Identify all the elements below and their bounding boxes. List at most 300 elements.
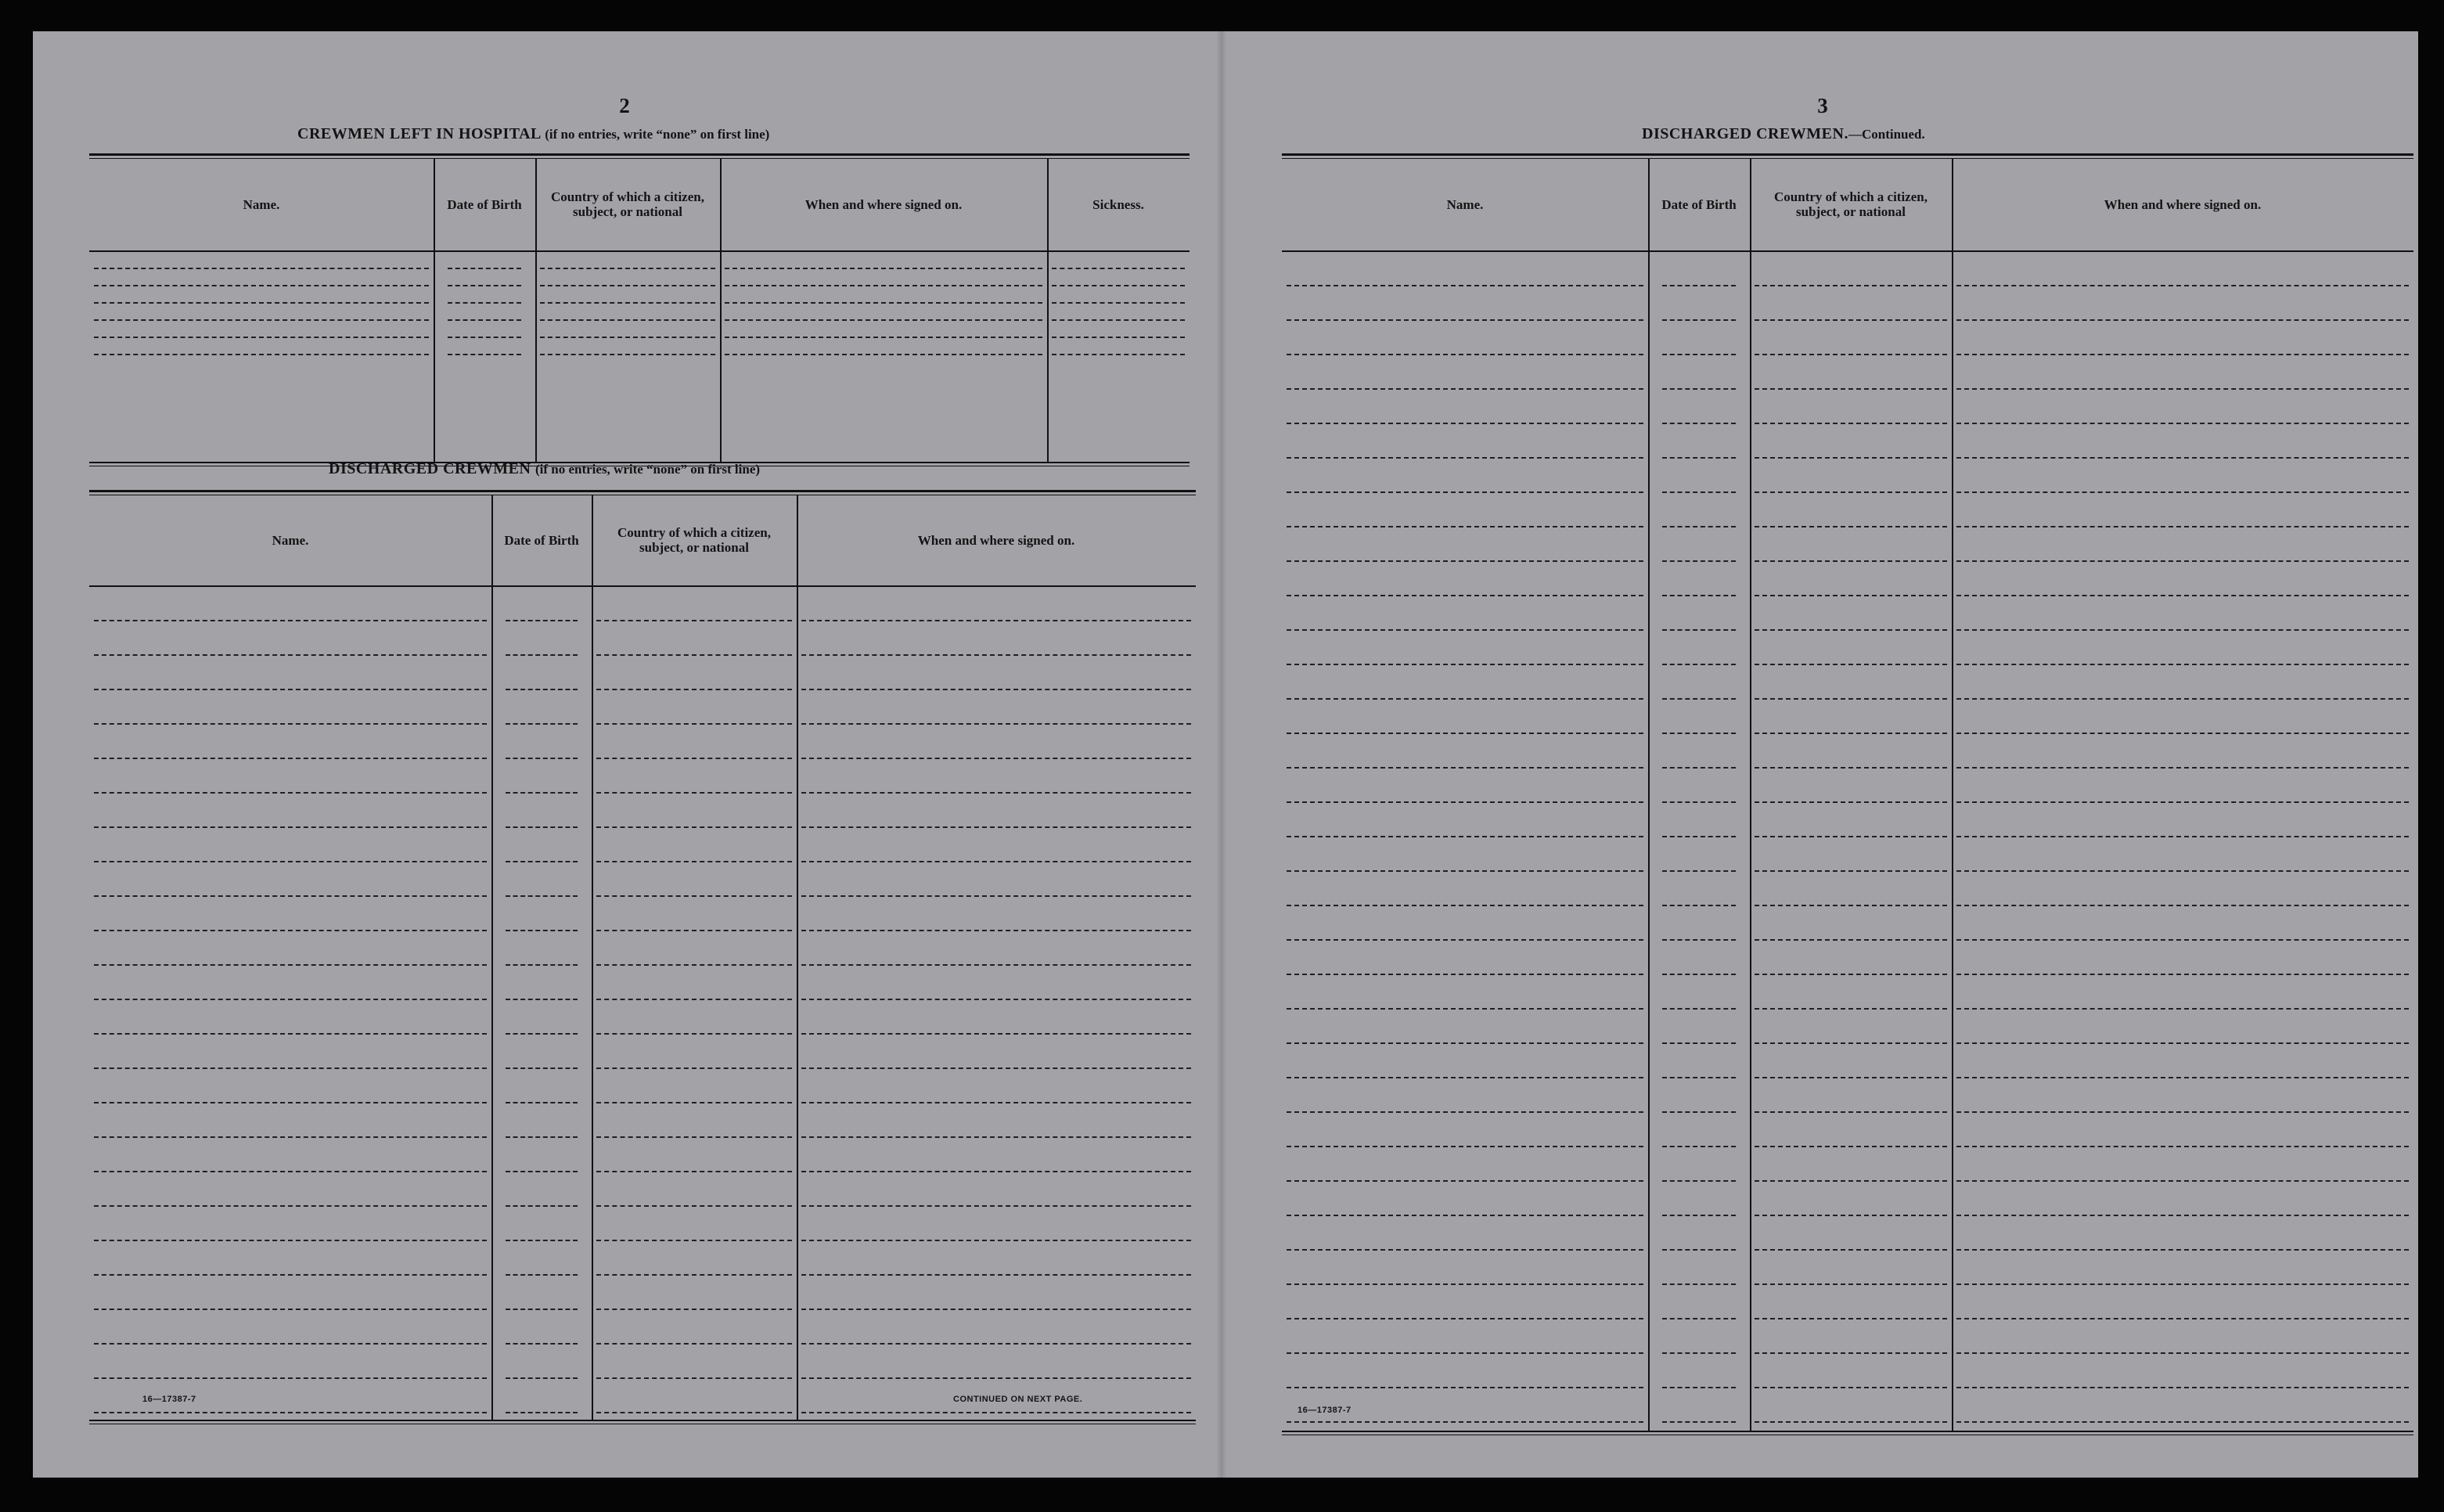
entry-line bbox=[1755, 285, 1947, 286]
entry-line bbox=[1662, 423, 1736, 424]
entry-line bbox=[448, 302, 521, 304]
page-number: 3 bbox=[1817, 94, 1828, 117]
hospital-table-heading bbox=[297, 125, 769, 143]
entry-line bbox=[1956, 354, 2409, 355]
table-bottom-rule bbox=[89, 1420, 1196, 1421]
entry-line bbox=[596, 930, 792, 931]
entry-line bbox=[801, 1205, 1191, 1207]
entry-line bbox=[596, 1033, 792, 1035]
discharged-table-heading bbox=[329, 460, 760, 478]
entry-line bbox=[1287, 974, 1643, 975]
entry-line bbox=[506, 758, 578, 759]
entry-line bbox=[540, 268, 715, 269]
entry-line bbox=[1662, 767, 1736, 769]
entry-line bbox=[94, 1205, 487, 1207]
entry-line bbox=[1662, 1042, 1736, 1044]
entry-line bbox=[1662, 285, 1736, 286]
entry-line bbox=[1662, 801, 1736, 803]
entry-line bbox=[540, 319, 715, 321]
entry-line bbox=[1287, 1352, 1643, 1354]
column-header: Country of which a citizen, subject, or national bbox=[1774, 189, 1927, 219]
entry-line bbox=[94, 1033, 487, 1035]
entry-line bbox=[94, 1102, 487, 1103]
entry-line bbox=[1956, 1008, 2409, 1010]
entry-line bbox=[506, 723, 578, 725]
entry-line bbox=[94, 723, 487, 725]
entry-line bbox=[1662, 698, 1736, 700]
entry-line bbox=[801, 1171, 1191, 1172]
discharged-table bbox=[89, 490, 1196, 1429]
entry-line bbox=[94, 826, 487, 828]
entry-line bbox=[1755, 560, 1947, 562]
entry-line bbox=[1956, 767, 2409, 769]
entry-line bbox=[801, 1102, 1191, 1103]
entry-line bbox=[1287, 560, 1643, 562]
entry-line bbox=[1956, 388, 2409, 390]
entry-line bbox=[596, 1171, 792, 1172]
entry-line bbox=[1287, 319, 1643, 321]
entry-line bbox=[94, 620, 487, 621]
entry-line bbox=[725, 354, 1042, 355]
entry-line bbox=[1755, 388, 1947, 390]
entry-line bbox=[596, 1274, 792, 1276]
entry-line bbox=[596, 999, 792, 1000]
entry-line bbox=[94, 268, 429, 269]
entry-line bbox=[1052, 337, 1185, 338]
entry-line bbox=[1287, 1077, 1643, 1078]
column-divider bbox=[535, 158, 537, 462]
entry-line bbox=[1755, 836, 1947, 837]
entry-line bbox=[1755, 319, 1947, 321]
entry-line bbox=[506, 999, 578, 1000]
entry-line bbox=[506, 1102, 578, 1103]
entry-line bbox=[1052, 285, 1185, 286]
entry-line bbox=[725, 337, 1042, 338]
entry-line bbox=[1755, 1111, 1947, 1113]
entry-line bbox=[1755, 733, 1947, 734]
entry-line bbox=[1956, 1180, 2409, 1182]
entry-line bbox=[506, 1205, 578, 1207]
entry-line bbox=[1052, 319, 1185, 321]
entry-line bbox=[1755, 801, 1947, 803]
entry-line bbox=[596, 964, 792, 966]
entry-line bbox=[1755, 491, 1947, 493]
entry-line bbox=[1662, 1180, 1736, 1182]
entry-line bbox=[506, 930, 578, 931]
entry-line bbox=[1662, 836, 1736, 837]
entry-line bbox=[1662, 1421, 1736, 1423]
entry-line bbox=[94, 1067, 487, 1069]
column-header: When and where signed on. bbox=[804, 196, 963, 212]
entry-line bbox=[801, 620, 1191, 621]
entry-line bbox=[1956, 836, 2409, 837]
entry-line bbox=[1755, 939, 1947, 941]
entry-line bbox=[1956, 664, 2409, 665]
entry-line bbox=[1956, 423, 2409, 424]
entry-line bbox=[1052, 354, 1185, 355]
entry-line bbox=[596, 1412, 792, 1413]
entry-line bbox=[1287, 423, 1643, 424]
entry-line bbox=[1287, 767, 1643, 769]
entry-line bbox=[540, 302, 715, 304]
column-header: Name. bbox=[1446, 196, 1484, 212]
entry-line bbox=[801, 654, 1191, 656]
column-divider bbox=[1047, 158, 1049, 462]
entry-line bbox=[1662, 1111, 1736, 1113]
entry-line bbox=[1662, 1387, 1736, 1388]
entry-line bbox=[94, 354, 429, 355]
entry-line bbox=[540, 337, 715, 338]
entry-line bbox=[1755, 595, 1947, 596]
entry-line bbox=[540, 354, 715, 355]
entry-line bbox=[1662, 1352, 1736, 1354]
entry-line bbox=[1755, 423, 1947, 424]
entry-line bbox=[1956, 457, 2409, 459]
entry-line bbox=[1755, 1008, 1947, 1010]
entry-line bbox=[801, 1309, 1191, 1310]
entry-line bbox=[1287, 1318, 1643, 1319]
entry-line bbox=[801, 999, 1191, 1000]
entry-line bbox=[1662, 1283, 1736, 1285]
entry-line bbox=[596, 1102, 792, 1103]
entry-line bbox=[801, 689, 1191, 690]
entry-line bbox=[1287, 388, 1643, 390]
entry-line bbox=[94, 285, 429, 286]
entry-line bbox=[596, 792, 792, 794]
header-rule bbox=[89, 585, 1196, 587]
entry-line bbox=[1956, 319, 2409, 321]
entry-line bbox=[1287, 491, 1643, 493]
entry-line bbox=[596, 1205, 792, 1207]
entry-line bbox=[801, 723, 1191, 725]
entry-line bbox=[596, 826, 792, 828]
entry-line bbox=[596, 1377, 792, 1379]
entry-line bbox=[1755, 1318, 1947, 1319]
table-top-rule bbox=[89, 153, 1190, 156]
entry-line bbox=[1956, 491, 2409, 493]
entry-line bbox=[506, 1412, 578, 1413]
entry-line bbox=[1287, 939, 1643, 941]
entry-line bbox=[1755, 1249, 1947, 1251]
entry-line bbox=[506, 1309, 578, 1310]
entry-line bbox=[506, 1377, 578, 1379]
entry-line bbox=[1956, 1111, 2409, 1113]
entry-line bbox=[506, 620, 578, 621]
entry-line bbox=[1956, 1318, 2409, 1319]
entry-line bbox=[1287, 1387, 1643, 1388]
entry-line bbox=[1287, 698, 1643, 700]
column-header: Country of which a citizen, subject, or national bbox=[617, 525, 771, 555]
entry-line bbox=[94, 792, 487, 794]
entry-line bbox=[1287, 1180, 1643, 1182]
entry-line bbox=[1052, 302, 1185, 304]
entry-line bbox=[94, 999, 487, 1000]
entry-line bbox=[1755, 905, 1947, 906]
entry-line bbox=[448, 337, 521, 338]
entry-line bbox=[801, 1412, 1191, 1413]
entry-line bbox=[1956, 629, 2409, 631]
entry-line bbox=[1287, 836, 1643, 837]
form-number: 16—17387-7 bbox=[1298, 1406, 1352, 1415]
entry-line bbox=[1755, 354, 1947, 355]
entry-line bbox=[1956, 1421, 2409, 1423]
entry-line bbox=[801, 1067, 1191, 1069]
entry-line bbox=[596, 758, 792, 759]
table-top-rule bbox=[1282, 153, 2413, 156]
entry-line bbox=[94, 930, 487, 931]
column-header: Sickness. bbox=[1092, 196, 1144, 212]
entry-line bbox=[1956, 698, 2409, 700]
header-rule bbox=[89, 250, 1190, 252]
entry-line bbox=[1956, 1215, 2409, 1216]
entry-line bbox=[1662, 664, 1736, 665]
entry-line bbox=[1662, 629, 1736, 631]
continued-note: CONTINUED ON NEXT PAGE. bbox=[953, 1395, 1083, 1404]
entry-line bbox=[1755, 1042, 1947, 1044]
entry-line bbox=[1755, 1215, 1947, 1216]
entry-line bbox=[506, 1067, 578, 1069]
table-top-rule-inner bbox=[89, 158, 1190, 159]
entry-line bbox=[801, 792, 1191, 794]
hospital-table bbox=[89, 153, 1190, 466]
entry-line bbox=[725, 319, 1042, 321]
table-top-rule bbox=[89, 490, 1196, 492]
column-header: Name. bbox=[272, 532, 309, 548]
entry-line bbox=[801, 1377, 1191, 1379]
entry-line bbox=[1287, 1283, 1643, 1285]
column-header: Date of Birth bbox=[1661, 196, 1737, 212]
entry-line bbox=[1662, 1077, 1736, 1078]
entry-line bbox=[1956, 1387, 2409, 1388]
entry-line bbox=[1287, 905, 1643, 906]
column-divider bbox=[434, 158, 435, 462]
entry-line bbox=[506, 654, 578, 656]
entry-line bbox=[1287, 733, 1643, 734]
entry-line bbox=[1956, 1249, 2409, 1251]
entry-line bbox=[94, 895, 487, 897]
entry-line bbox=[1956, 285, 2409, 286]
entry-line bbox=[596, 654, 792, 656]
entry-line bbox=[1287, 1042, 1643, 1044]
entry-line bbox=[1287, 595, 1643, 596]
entry-line bbox=[506, 964, 578, 966]
entry-line bbox=[1662, 1318, 1736, 1319]
entry-line bbox=[94, 1136, 487, 1138]
entry-line bbox=[1287, 1215, 1643, 1216]
column-header: Date of Birth bbox=[447, 196, 522, 212]
entry-line bbox=[1755, 974, 1947, 975]
header-rule bbox=[1282, 250, 2413, 252]
entry-line bbox=[94, 861, 487, 862]
entry-line bbox=[1662, 457, 1736, 459]
entry-line bbox=[1662, 319, 1736, 321]
entry-line bbox=[1662, 526, 1736, 527]
entry-line bbox=[1956, 1283, 2409, 1285]
entry-line bbox=[506, 1343, 578, 1345]
entry-line bbox=[506, 792, 578, 794]
entry-line bbox=[801, 930, 1191, 931]
entry-line bbox=[1662, 491, 1736, 493]
entry-line bbox=[596, 1240, 792, 1241]
entry-line bbox=[1755, 526, 1947, 527]
entry-line bbox=[1052, 268, 1185, 269]
entry-line bbox=[1755, 1180, 1947, 1182]
entry-line bbox=[1956, 1077, 2409, 1078]
entry-line bbox=[596, 861, 792, 862]
table-bottom-rule bbox=[1282, 1431, 2413, 1432]
entry-line bbox=[1287, 1111, 1643, 1113]
entry-line bbox=[596, 1067, 792, 1069]
entry-line bbox=[94, 1309, 487, 1310]
entry-line bbox=[1662, 974, 1736, 975]
entry-line bbox=[94, 1240, 487, 1241]
entry-line bbox=[94, 964, 487, 966]
entry-line bbox=[94, 1274, 487, 1276]
entry-line bbox=[94, 758, 487, 759]
entry-line bbox=[1755, 767, 1947, 769]
entry-line bbox=[1755, 870, 1947, 872]
discharged-table-title: DISCHARGED CREWMEN bbox=[329, 460, 531, 477]
hospital-table-title: CREWMEN LEFT IN HOSPITAL bbox=[297, 125, 541, 142]
entry-line bbox=[1755, 457, 1947, 459]
entry-line bbox=[596, 689, 792, 690]
entry-line bbox=[1287, 526, 1643, 527]
entry-line bbox=[801, 1240, 1191, 1241]
entry-line bbox=[1956, 526, 2409, 527]
column-divider bbox=[1952, 158, 1953, 1431]
entry-line bbox=[801, 895, 1191, 897]
entry-line bbox=[725, 302, 1042, 304]
entry-line bbox=[1755, 1421, 1947, 1423]
entry-line bbox=[1755, 1283, 1947, 1285]
entry-line bbox=[1662, 1008, 1736, 1010]
entry-line bbox=[1662, 1215, 1736, 1216]
entry-line bbox=[1662, 1249, 1736, 1251]
entry-line bbox=[94, 689, 487, 690]
entry-line bbox=[1956, 1042, 2409, 1044]
column-header: Country of which a citizen, subject, or national bbox=[551, 189, 704, 219]
entry-line bbox=[448, 268, 521, 269]
page-fold bbox=[1216, 31, 1227, 1478]
entry-line bbox=[801, 1033, 1191, 1035]
column-header: Date of Birth bbox=[504, 532, 579, 548]
entry-line bbox=[506, 895, 578, 897]
entry-line bbox=[596, 723, 792, 725]
column-divider bbox=[720, 158, 722, 462]
discharged-continued-heading bbox=[1642, 125, 1925, 143]
entry-line bbox=[1956, 733, 2409, 734]
entry-line bbox=[1956, 595, 2409, 596]
entry-line bbox=[94, 1377, 487, 1379]
entry-line bbox=[1662, 560, 1736, 562]
page-number: 2 bbox=[619, 94, 630, 117]
entry-line bbox=[1662, 870, 1736, 872]
entry-line bbox=[801, 758, 1191, 759]
entry-line bbox=[1662, 1146, 1736, 1147]
entry-line bbox=[1755, 1146, 1947, 1147]
entry-line bbox=[506, 1171, 578, 1172]
entry-line bbox=[94, 319, 429, 321]
entry-line bbox=[596, 620, 792, 621]
entry-line bbox=[1287, 664, 1643, 665]
column-divider bbox=[491, 495, 493, 1420]
entry-line bbox=[1287, 285, 1643, 286]
entry-line bbox=[596, 1136, 792, 1138]
entry-line bbox=[1287, 1421, 1643, 1423]
column-header: When and where signed on. bbox=[2104, 196, 2262, 212]
entry-line bbox=[1956, 560, 2409, 562]
entry-line bbox=[540, 285, 715, 286]
entry-line bbox=[1755, 664, 1947, 665]
entry-line bbox=[94, 1343, 487, 1345]
entry-line bbox=[1956, 939, 2409, 941]
form-number: 16—17387-7 bbox=[142, 1395, 196, 1404]
entry-line bbox=[448, 354, 521, 355]
entry-line bbox=[1755, 629, 1947, 631]
entry-line bbox=[94, 302, 429, 304]
entry-line bbox=[1287, 870, 1643, 872]
entry-line bbox=[1287, 801, 1643, 803]
entry-line bbox=[1662, 733, 1736, 734]
entry-line bbox=[725, 285, 1042, 286]
entry-line bbox=[801, 1343, 1191, 1345]
discharged-continued-title: DISCHARGED CREWMEN. bbox=[1642, 125, 1848, 142]
entry-line bbox=[1662, 939, 1736, 941]
entry-line bbox=[506, 1240, 578, 1241]
discharged-continued-table bbox=[1282, 153, 2413, 1445]
entry-line bbox=[506, 1274, 578, 1276]
entry-line bbox=[801, 826, 1191, 828]
entry-line bbox=[1287, 1008, 1643, 1010]
column-divider bbox=[797, 495, 798, 1420]
table-top-rule-inner bbox=[1282, 158, 2413, 159]
entry-line bbox=[94, 654, 487, 656]
entry-line bbox=[1662, 388, 1736, 390]
entry-line bbox=[1755, 1352, 1947, 1354]
entry-line bbox=[1287, 629, 1643, 631]
entry-line bbox=[1287, 1146, 1643, 1147]
entry-line bbox=[94, 337, 429, 338]
entry-line bbox=[801, 861, 1191, 862]
entry-line bbox=[1755, 1387, 1947, 1388]
entry-line bbox=[1662, 595, 1736, 596]
entry-line bbox=[1287, 1249, 1643, 1251]
discharged-continued-note: —Continued. bbox=[1848, 127, 1925, 142]
entry-line bbox=[1956, 905, 2409, 906]
entry-line bbox=[801, 1136, 1191, 1138]
entry-line bbox=[725, 268, 1042, 269]
entry-line bbox=[506, 861, 578, 862]
entry-line bbox=[596, 1309, 792, 1310]
column-divider bbox=[1648, 158, 1650, 1431]
entry-line bbox=[1956, 1352, 2409, 1354]
entry-line bbox=[1662, 354, 1736, 355]
entry-line bbox=[506, 1136, 578, 1138]
entry-line bbox=[1956, 1146, 2409, 1147]
entry-line bbox=[94, 1171, 487, 1172]
entry-line bbox=[1755, 1077, 1947, 1078]
entry-line bbox=[94, 1412, 487, 1413]
entry-line bbox=[506, 1033, 578, 1035]
column-header: When and where signed on. bbox=[917, 532, 1075, 548]
entry-line bbox=[448, 319, 521, 321]
entry-line bbox=[1662, 905, 1736, 906]
discharged-table-note: (if no entries, write “none” on first line) bbox=[535, 462, 761, 477]
scanned-form-spread bbox=[33, 31, 2418, 1478]
entry-line bbox=[1956, 870, 2409, 872]
entry-line bbox=[1287, 457, 1643, 459]
hospital-table-note: (if no entries, write “none” on first line) bbox=[545, 127, 770, 142]
